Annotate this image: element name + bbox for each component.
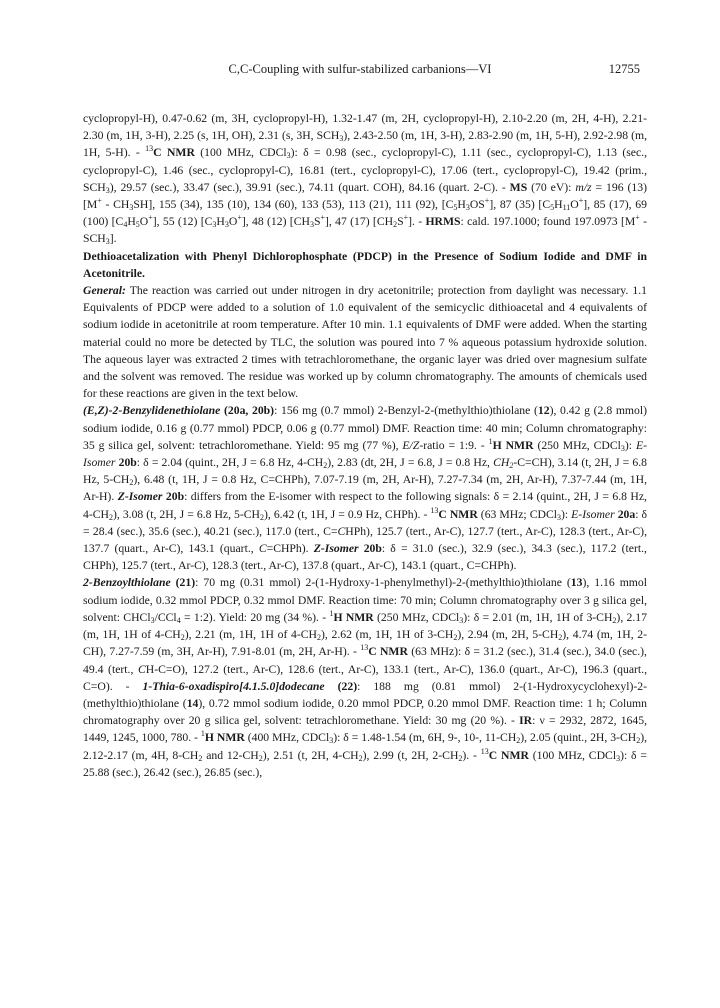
general-label: General: [83, 284, 126, 298]
running-title: C,C-Coupling with sulfur-stabilized carbanions—VI [228, 62, 492, 76]
paragraph-spectral-data-continued: cyclopropyl-H), 0.47-0.62 (m, 3H, cyclopropyl-H), 1.32-1.47 (m, 2H, cyclopropyl-H), 2.10-2.20 (m, 2H, 4-H), 2.21-2.30 (m, 1H, 3-H), 2.25 (s, 1H, OH), 2.31 (s, 3H, $SCH_3$), 2.43-2.50 (m, 1H, 3-H), 2.83-2.90 (m, 1H, 5-H), 2.92-2.98 (m, 1H, 5-H). - $^{13}$C NMR (100 MHz, CDCl$_3$): δ = 0.98 (sec., cyclopropyl-C), 1.11 (sec., cyclopropyl-C), 1.13 (sec., cyclopropyl-C), 1.46 (sec., cyclopropyl-C), 16.81 (tert., cyclopropyl-C), 17.06 (tert., cyclopropyl-C), 19.42 (prim., $SCH_3$), 29.57 (sec.), 33.47 (sec.), 39.91 (sec.), 74.11 (quart. COH), 84.16 (quart. 2-C). - MS (70 eV): m/z = 196 (13) $[M^+ - CH_3SH]$, 155 (34), 135 (10), 134 (60), 133 (53), 113 (21), 111 (92), $[C_5H_3OS^+]$, 87 (35) $[C_5H_{11}O^+]$, 85 (17), 69 (100) $[C_4H_5O^+]$, 55 (12) $[C_3H_3O^+]$, 48 (12) $[CH_3S^+]$, 47 (17) $[CH_2S^+]$. - HRMS: cald. 197.1000; found 197.0973 $[M^+ - SCH_3]$. [83, 112, 648, 247]
paragraph-compound-21: 2-Benzoylthiolane (21): 70 mg (0.31 mmol) 2-(1-Hydroxy-1-phenylmethyl)-2-(methylthio)thiolane (13), 1.16 mmol sodium iodide, 0.32 mmol PDCP, 0.32 mmol DMF. Reaction time: 70 min; Column chromatography over 3 g silica gel, solvent: CHCl$_3$/CCl$_4$ = 1:2). Yield: 20 mg (34 %). - $^1$H NMR (250 MHz, CDCl$_3$): δ = 2.01 (m, 1H, 1H of $3-CH_2$), 2.17 (m, 1H, 1H of $4-CH_2$), 2.21 (m, 1H, 1H of $4-CH_2$), 2.62 (m, 1H, 1H of $3-CH_2$), 2.94 (m, 2H, $5-CH_2$), 4.74 (m, 1H, 2-CH), 7.27-7.59 (m, 3H, Ar-H), 7.91-8.01 (m, 2H, Ar-H). - $^{13}$C NMR (63 MHz): δ = 31.2 (sec.), 31.4 (sec.), 34.0 (sec.), 49.4 (tert., CH-C=O), 127.2 (tert., Ar-C), 128.6 (tert., Ar-C), 133.1 (tert., Ar-C), 136.0 (quart., Ar-C), 196.3 (quart., C=O). - 1-Thia-6-oxadispiro[4.1.5.0]dodecane (22): 188 mg (0.81 mmol) 2-(1-Hydroxycyclohexyl)-2-(methylthio)thiolane (14), 0.72 mmol sodium iodide, 0.20 mmol PDCP, 0.20 mmol DMF. Reaction time: 1 h; Column chromatography over 20 g silica gel, solvent: tetrachloromethane. Yield: 30 mg (20 %). - IR: ν = 2932, 2872, 1645, 1449, 1245, 1000, 780. - $^1$H NMR (400 MHz, CDCl$_3$): δ = 1.48-1.54 (m, 6H, 9-, 10-, $11-CH_2$), 2.05 (quint., 2H, $3-CH_2$), 2.12-2.17 (m, 4H, $8-CH_2$ and $12-CH_2$), 2.51 (t, 2H, $4-CH_2$), 2.99 (t, 2H, $2-CH_2$). - $^{13}$C NMR (100 MHz, CDCl$_3$): δ = 25.88 (sec.), 26.42 (sec.), 26.85 (sec.), [83, 576, 648, 779]
article-body [83, 110, 647, 781]
paragraph-compound-20: (E,Z)-2-Benzylidenethiolane (20a, 20b): 156 mg (0.7 mmol) 2-Benzyl-2-(methylthio)thiolane (12), 0.42 g (2.8 mmol) sodium iodide, 0.16 g (0.77 mmol) PDCP, 0.06 g (0.77 mmol) DMF. Reaction time: 40 min; Column chromatography: 35 g silica gel, solvent: tetrachloromethane. Yield: 95 mg (77 %), E/Z-ratio = 1:9. - $^1$H NMR (250 MHz, CDCl$_3$): E-Isomer 20b: δ = 2.04 (quint., 2H, J = 6.8 Hz, $4-CH_2$), 2.83 (dt, 2H, J = 6.8, J = 0.8 Hz, $CH_2-C=CH$), 3.14 (t, 2H, J = 6.8 Hz, $5-CH_2$), 6.48 (t, 1H, J = 0.8 Hz, C=CHPh), 7.07-7.19 (m, 2H, Ar-H), 7.27-7.34 (m, 2H, Ar-H), 7.37-7.44 (m, 1H, Ar-H). Z-Isomer 20b: differs from the E-isomer with respect to the following signals: δ = 2.14 (quint., 2H, J = 6.8 Hz, $4-CH_2$), 3.08 (t, 2H, J = 6.8 Hz, $5-CH_2$), 6.42 (t, 1H, J = 0.9 Hz, CHPh). - $^{13}$C NMR (63 MHz; CDCl$_3$): E-Isomer 20a: δ = 28.4 (sec.), 35.6 (sec.), 40.21 (sec.), 117.0 (tert., C=CHPh), 125.7 (tert., Ar-C), 127.7 (tert., Ar-C), 128.3 (tert., Ar-C), 137.7 (quart., Ar-C), 143.1 (quart., C=CHPh). Z-Isomer 20b: δ = 31.0 (sec.), 32.9 (sec.), 34.3 (sec.), 117.2 (tert., CHPh), 125.7 (tert., Ar-C), 128.3 (tert., Ar-C), 137.8 (quart., Ar-C), 143.1 (quart., C=CHPh). [83, 404, 648, 573]
page-number: 12755 [608, 62, 640, 76]
running-header [0, 62, 720, 82]
paragraph-general-procedure: General: The reaction was carried out under nitrogen in dry acetonitrile; protection from daylight was necessary. 1.1 Equivalents of PDCP were added to a solution of 1.0 equivalent of the semicyclic dithioacetal and 4 equivalents of sodium iodide in acetonitrile at room temperature. After 10 min. 1.1 equivalents of DMF were added. When the starting material could no more be detected by TLC, the solution was poured into 7 % aqueous potassium hydroxide solution. The aqueous layer was extracted 2 times with tetrachloromethane, the organic layer was dried over magnesium sulfate and the solvent was removed. The residue was worked up by column chromatography. The amounts of chemicals used for these reactions are given in the text below. [83, 284, 647, 401]
section-heading: Dethioacetalization with Phenyl Dichlorophosphate (PDCP) in the Presence of Sodium Iodide and DMF in Acetonitrile. [83, 249, 647, 280]
